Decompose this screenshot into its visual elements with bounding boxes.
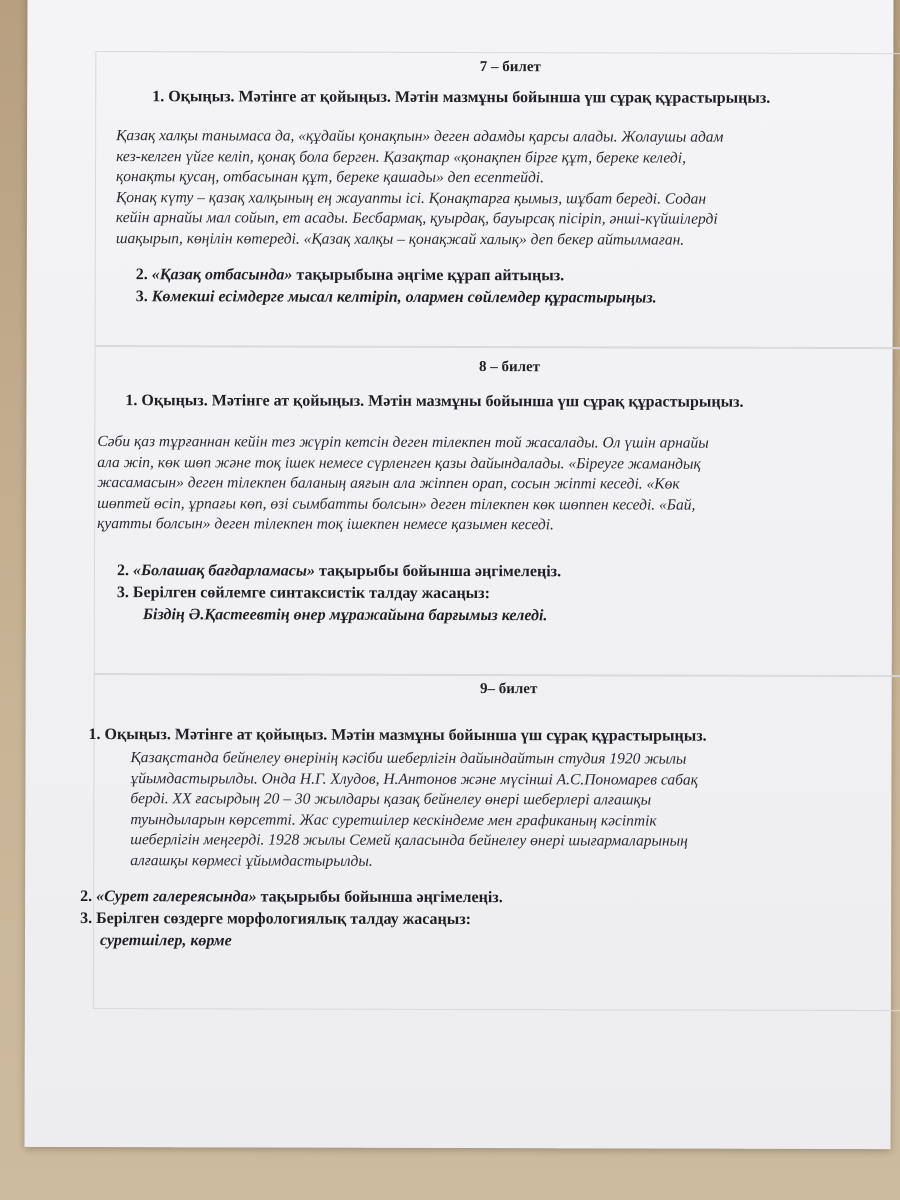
question-1: 1. Оқыңыз. Мәтінге ат қойыңыз. Мәтін мазмұны бойынша үш сұрақ құрастырыңыз.	[125, 392, 744, 411]
question-2	[136, 266, 564, 285]
question-topic: «Қазақ отбасында»	[151, 266, 293, 284]
ticket-title: 8 – билет	[478, 359, 541, 376]
ticket-8	[94, 345, 900, 677]
question-text: Көмекші есімдерге мысал келтіріп, олармен сөйлемдер құрастырыңыз.	[151, 288, 657, 307]
text-line: қуатты болсын» деген тілекпен тоқ ішекпен немесе қазымен кеседі.	[97, 515, 554, 534]
question-1: 1. Оқыңыз. Мәтінге ат қойыңыз. Мәтін мазмұны бойынша үш сұрақ құрастырыңыз.	[152, 88, 771, 107]
text-line: ала жіп, көк шөп және тоқ ішек немесе сүрленген қазы дайындалады. «Біреуге жамандық	[97, 453, 701, 473]
question-text: Берілген сөйлемге синтаксистік талдау жасаңыз:	[132, 584, 490, 603]
reading-text	[116, 126, 724, 251]
text-line: шақырып, көңілін көтереді. «Қазақ халқы – қонақжай халық» деп бекер айтылмаған.	[115, 229, 685, 249]
question-topic: «Болашақ бағдарламасы»	[132, 562, 316, 580]
question-number: 2.	[135, 266, 148, 284]
example-sentence	[143, 606, 548, 625]
question-3	[80, 910, 471, 929]
question-2	[117, 562, 561, 581]
text-line: қонақты қусаң, отбасынан құт, береке қашады» деп есептейді.	[116, 168, 545, 187]
question-1: 1. Оқыңыз. Мәтінге ат қойыңыз. Мәтін мазмұны бойынша үш сұрақ құрастырыңыз.	[88, 726, 707, 745]
text-line: Қазақ халқы танымаса да, «құдайы қонақпын» деген адамды қарсы алады. Жолаушы адам	[116, 127, 724, 146]
example-text: Біздің Ә.Қастеевтің өнер мұражайына барғымыз келеді.	[142, 606, 548, 625]
text-line: шөптей өсіп, ұрпағы көп, өзі сымбатты болсын» деген тілекпен көк шөппен кеседі. «Бай,	[97, 494, 696, 514]
question-number: 3.	[135, 288, 148, 306]
question-number: 2.	[116, 562, 130, 580]
text-line: алғашқы көрмесі ұйымдастырылды.	[130, 851, 373, 870]
question-3	[117, 584, 490, 603]
question-topic: «Сурет галереясында»	[96, 888, 257, 906]
question-text: тақырыбы бойынша әңгімелеңіз.	[314, 562, 562, 581]
text-line: Қазақстанда бейнелеу өнерінің кәсіби шеберлігін дайындайтын студия 1920 жылы	[130, 749, 687, 768]
text-line: Сәби қаз тұрғаннан кейін тез жүріп кетсін деген тілекпен той жасалады. Ол үшін арнайы	[97, 433, 709, 452]
example-text: суретшілер, көрме	[100, 932, 232, 950]
question-number: 2.	[80, 888, 93, 906]
text-line: кейін арнайы мал сойып, ет асады. Бесбармақ, қуырдақ, бауырсақ пісіріп, әнші-күйшілерді	[115, 209, 718, 228]
question-3	[136, 288, 657, 307]
text-line: кез-келген үйге келіп, қонақ бола берген. Қазақтар «қонақпен бірге құт, береке келеді,	[116, 147, 686, 167]
question-text: тақырыбына әңгіме құрап айтыңыз.	[292, 266, 565, 285]
example-words	[100, 932, 232, 950]
reading-text	[130, 748, 698, 872]
text-line: туындыларын көрсетті. Жас суретшілер кескіндеме мен графиканың кәсіптік	[130, 810, 657, 830]
ticket-title: 9– билет	[479, 681, 538, 698]
question-2	[80, 888, 503, 907]
ticket-7	[95, 51, 900, 349]
question-number: 3.	[116, 584, 129, 602]
ticket-title: 7 – билет	[479, 59, 541, 76]
question-text: тақырыбы бойынша әңгімелеңіз.	[256, 888, 503, 907]
text-line: Қонақ күту – қазақ халқының ең жауапты ісі. Қонақтарға қымыз, шұбат береді. Содан	[115, 188, 707, 208]
text-line: ұйымдастырылды. Онда Н.Г. Хлудов, Н.Антонов және мүсінші А.С.Пономарев сабақ	[130, 769, 698, 789]
question-number: 3.	[80, 910, 93, 928]
text-line: берді. XX ғасырдың 20 – 30 жылдары қазақ бейнелеу өнері шеберлері алғашқы	[130, 790, 652, 809]
ticket-9	[80, 673, 900, 1011]
question-text: Берілген сөздерге морфологиялық талдау жасаңыз:	[96, 910, 472, 929]
reading-text	[97, 432, 709, 536]
text-line: жасамасын» деген тілекпен баланың аяғын ала жіппен орап, сосын жіпті кеседі. «Көк	[97, 474, 680, 493]
paper-sheet	[24, 0, 893, 1149]
text-line: шеберлігін меңгерді. 1928 жылы Семей қаласында бейнелеу өнері шығармаларының	[130, 831, 688, 850]
